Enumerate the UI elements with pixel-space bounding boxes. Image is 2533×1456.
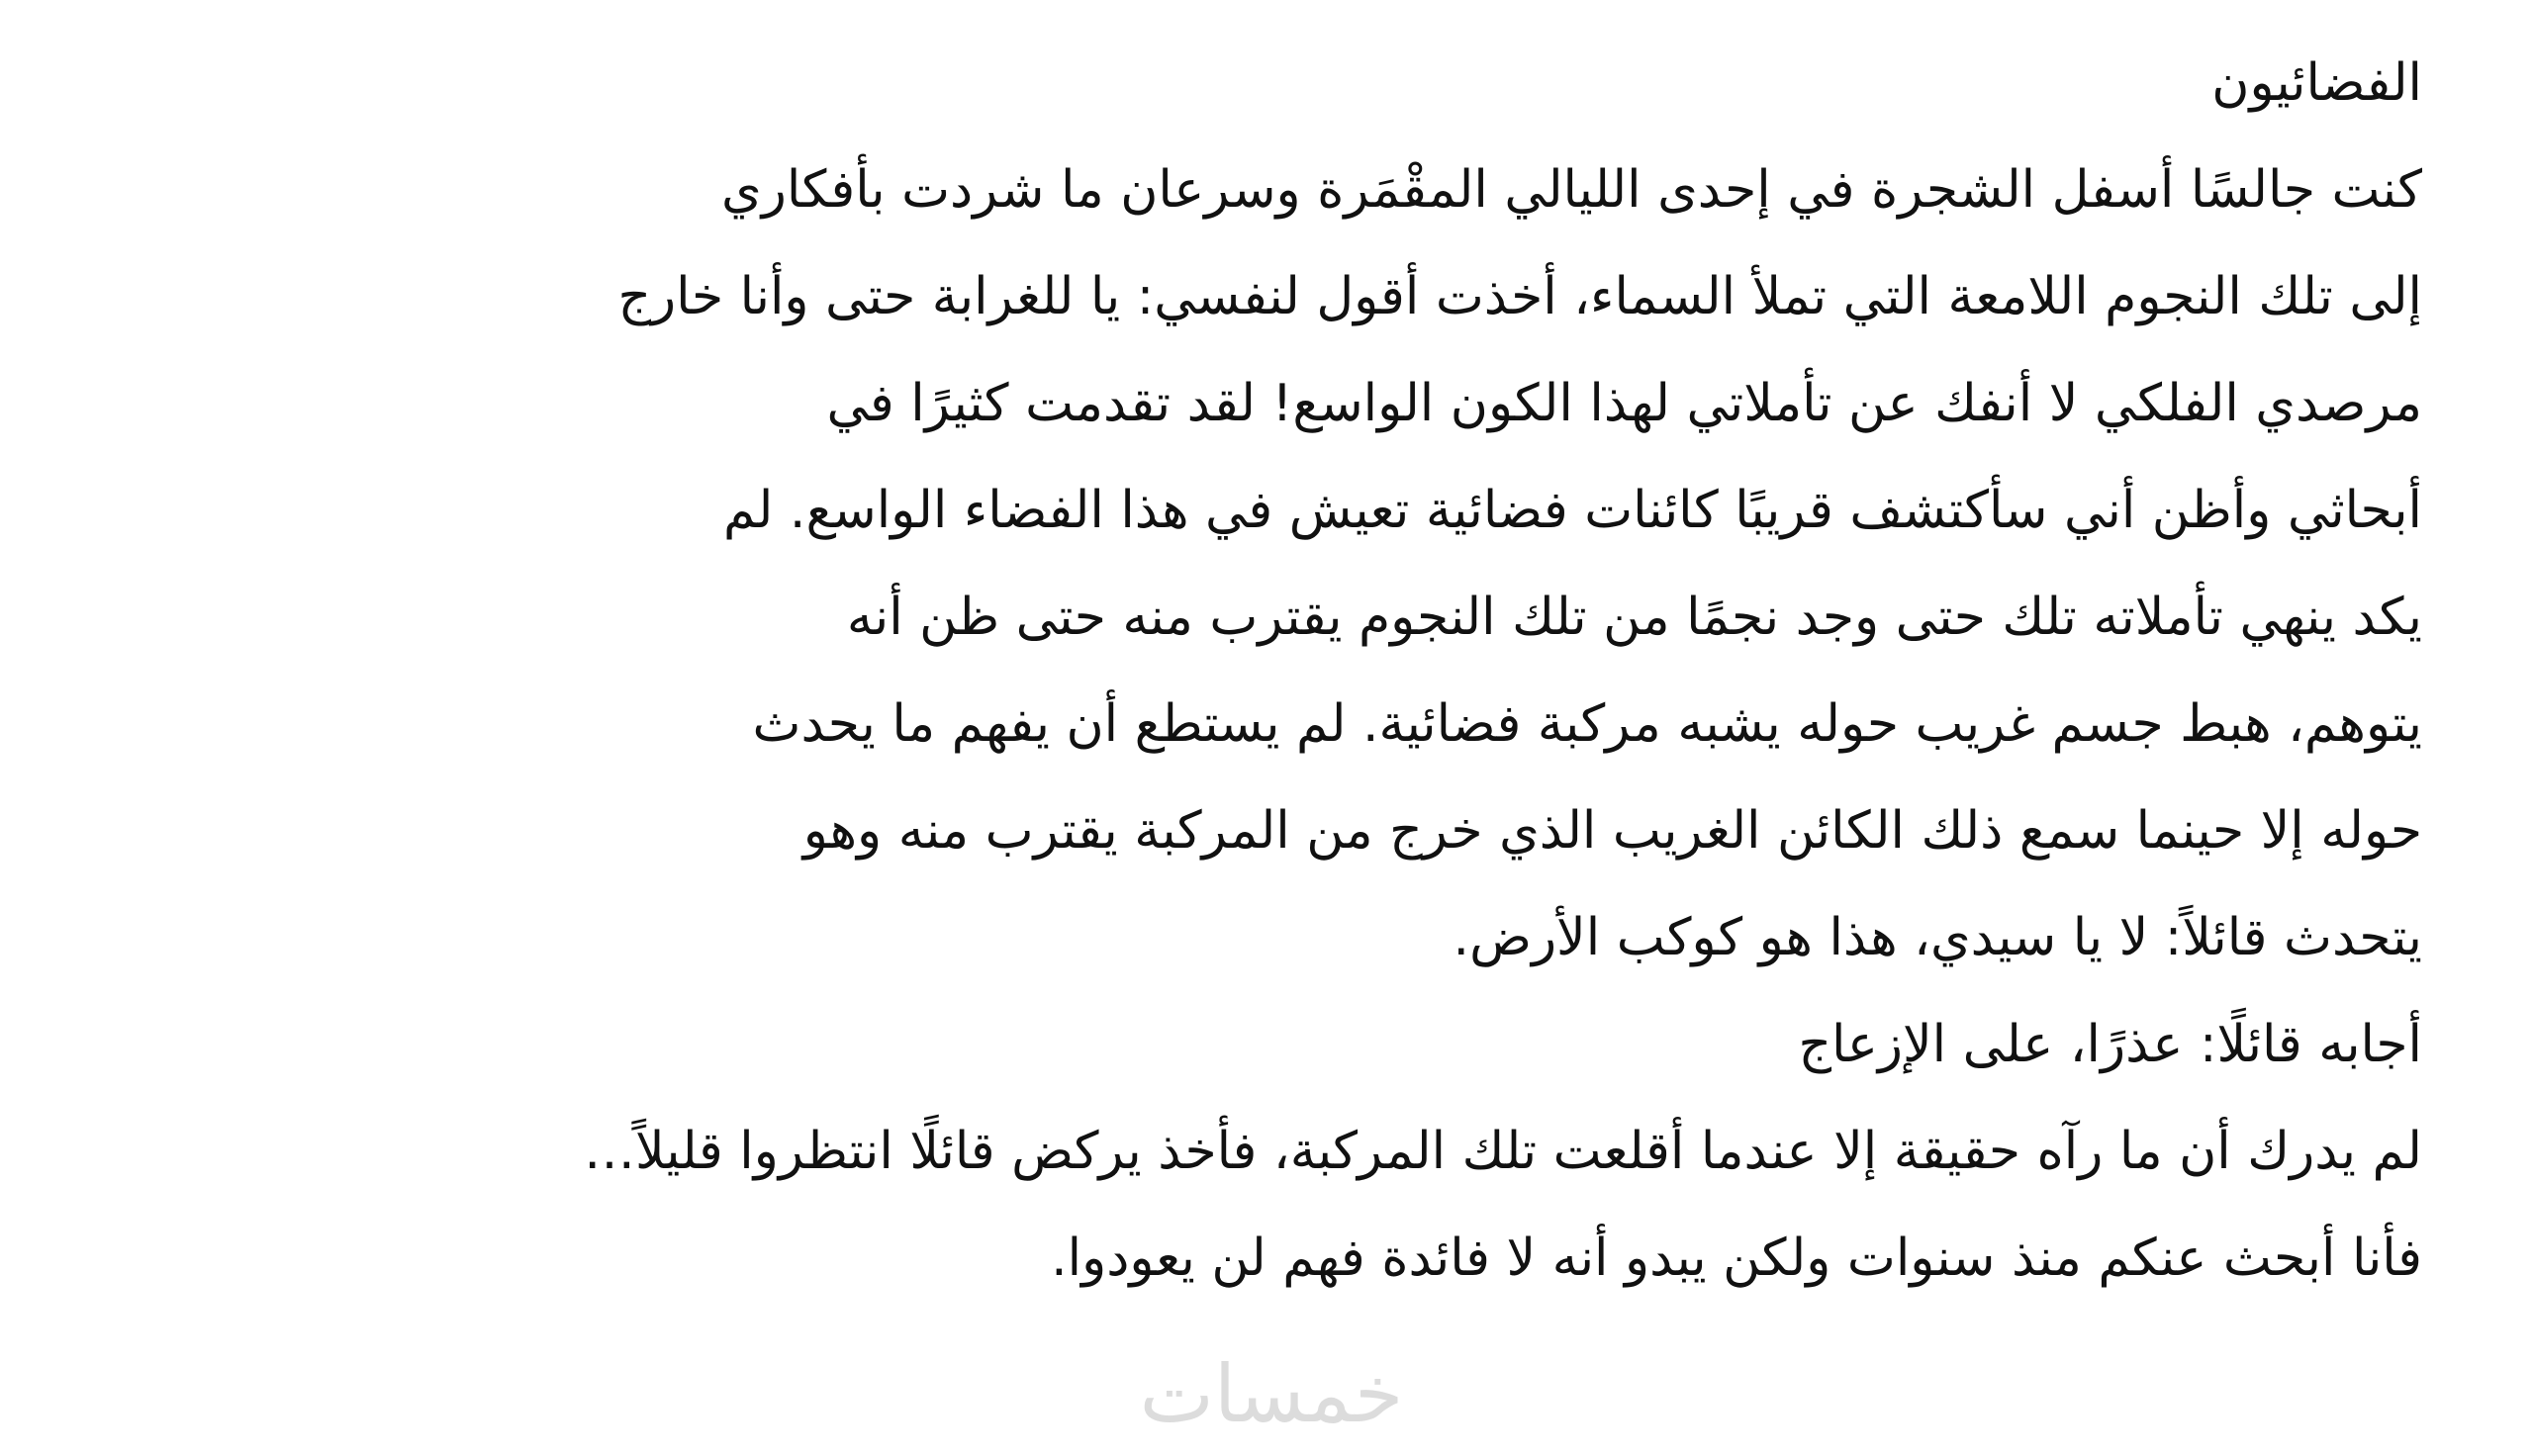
paragraph-line: أبحاثي وأظن أني سأكتشف قريبًا كائنات فضائية تعيش في هذا الفضاء الواسع. لم xyxy=(722,481,2422,540)
paragraph-line: إلى تلك النجوم اللامعة التي تملأ السماء، أخذت أقول لنفسي: يا للغرابة حتى وأنا خارج xyxy=(617,267,2422,326)
paragraph-line: يكد ينهي تأملاته تلك حتى وجد نجمًا من تلك النجوم يقترب منه حتى ظن أنه xyxy=(846,588,2422,647)
paragraph-line: يتحدث قائلاً: لا يا سيدي، هذا هو كوكب الأرض. xyxy=(1453,908,2422,967)
watermark-logo: خمسات xyxy=(1139,1348,1404,1440)
paragraph-line: كنت جالسًا أسفل الشجرة في إحدى الليالي المقْمَرة وسرعان ما شردت بأفكاري xyxy=(721,160,2422,220)
paragraph-3 xyxy=(245,1098,2422,1312)
paragraph-2: أجابه قائلًا: عذرًا، على الإزعاج xyxy=(1798,1015,2422,1074)
paragraph-line: فأنا أبحث عنكم منذ سنوات ولكن يبدو أنه لا فائدة فهم لن يعودوا. xyxy=(1051,1228,2422,1288)
paragraph-line: لم يدرك أن ما رآه حقيقة إلا عندما أقلعت تلك المركبة، فأخذ يركض قائلًا انتظروا قليلاً… xyxy=(583,1122,2422,1181)
document-body xyxy=(245,30,2422,1312)
paragraph-1 xyxy=(245,136,2422,991)
paragraph-line: حوله إلا حينما سمع ذلك الكائن الغريب الذي خرج من المركبة يقترب منه وهو xyxy=(802,801,2422,861)
document-title: الفضائيون xyxy=(2211,53,2422,113)
paragraph-line: يتوهم، هبط جسم غريب حوله يشبه مركبة فضائية. لم يستطع أن يفهم ما يحدث xyxy=(752,694,2422,754)
paragraph-line: مرصدي الفلكي لا أنفك عن تأملاتي لهذا الكون الواسع! لقد تقدمت كثيرًا في xyxy=(826,374,2422,433)
